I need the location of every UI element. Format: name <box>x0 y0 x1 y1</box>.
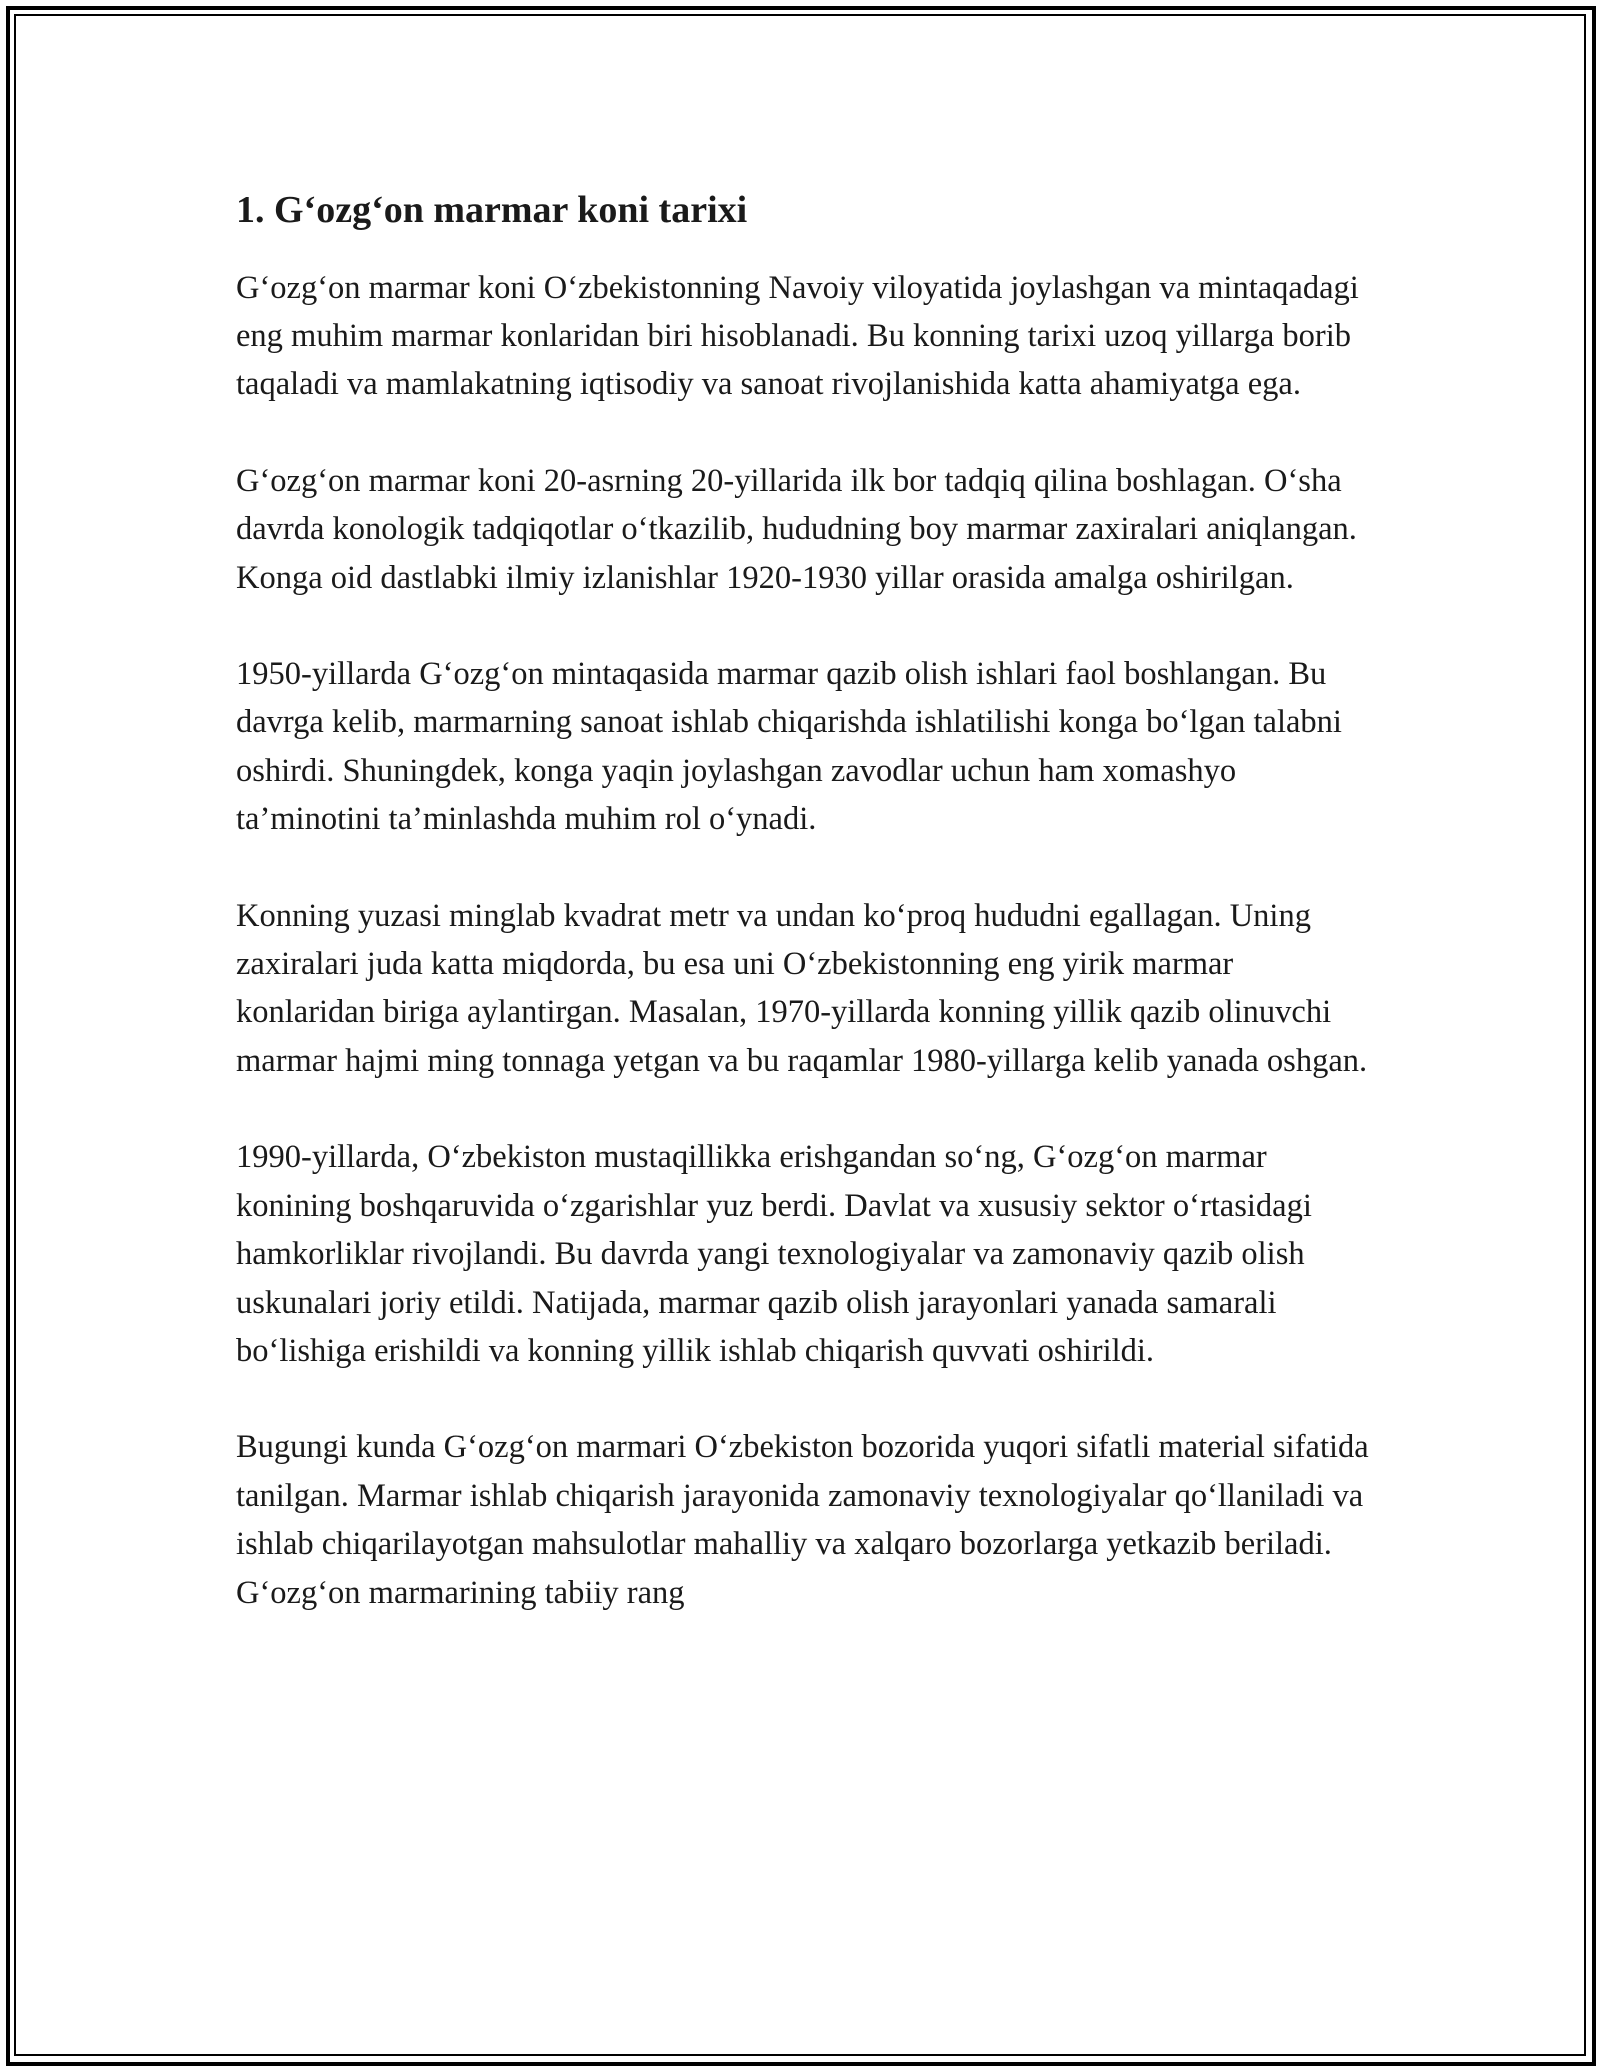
document-body <box>236 188 1376 1665</box>
paragraph-5: 1990-yillarda, O‘zbekiston mustaqillikka erishgandan so‘ng, G‘ozg‘on marmar konining boshqaruvida o‘zgarishlar yuz berdi. Davlat va xususiy sektor o‘rtasidagi hamkorliklar rivojlandi. Bu davrda yangi texnologiyalar va zamonaviy qazib olish uskunalari joriy etildi. Natijada, marmar qazib olish jarayonlari yanada samarali bo‘lishiga erishildi va konning yillik ishlab chiqarish quvvati oshirildi. <box>236 1139 1312 1369</box>
paragraph-4: Konning yuzasi minglab kvadrat metr va undan ko‘proq hududni egallagan. Uning zaxiralari juda katta miqdorda, bu esa uni O‘zbekistonning eng yirik marmar konlaridan biriga aylantirgan. Masalan, 1970-yillarda konning yillik qazib olinuvchi marmar hajmi ming tonnaga yetgan va bu raqamlar 1980-yillarga kelib yanada oshgan. <box>236 897 1368 1079</box>
paragraph-2: G‘ozg‘on marmar koni 20-asrning 20-yillarida ilk bor tadqiq qilina boshlagan. O‘sha davrda konologik tadqiqotlar o‘tkazilib, hududning boy marmar zaxiralari aniqlangan. Konga oid dastlabki ilmiy izlanishlar 1920-1930 yillar orasida amalga oshirilgan. <box>236 462 1357 596</box>
paragraph-3: 1950-yillarda G‘ozg‘on mintaqasida marmar qazib olish ishlari faol boshlangan. Bu davrga kelib, marmarning sanoat ishlab chiqarishda ishlatilishi konga bo‘lgan talabni oshirdi. Shuningdek, konga yaqin joylashgan zavodlar uchun ham xomashyo ta’minotini ta’minlashda muhim rol o‘ynadi. <box>236 656 1342 838</box>
paragraph-6: Bugungi kunda G‘ozg‘on marmari O‘zbekiston bozorida yuqori sifatli material sifatida tanilgan. Marmar ishlab chiqarish jarayonida zamonaviy texnologiyalar qo‘llaniladi va ishlab chiqarilayotgan mahsulotlar mahalliy va xalqaro bozorlarga yetkazib beriladi. G‘ozg‘on marmarining tabiiy rang <box>236 1429 1369 1611</box>
section-heading: 1. G‘ozg‘on marmar koni tarixi <box>236 189 748 231</box>
paragraph-1: G‘ozg‘on marmar koni O‘zbekistonning Navoiy viloyatida joylashgan va mintaqadagi eng muhim marmar konlaridan biri hisoblanadi. Bu konning tarixi uzoq yillarga borib taqaladi va mamlakatning iqtisodiy va sanoat rivojlanishida katta ahamiyatga ega. <box>236 269 1359 403</box>
